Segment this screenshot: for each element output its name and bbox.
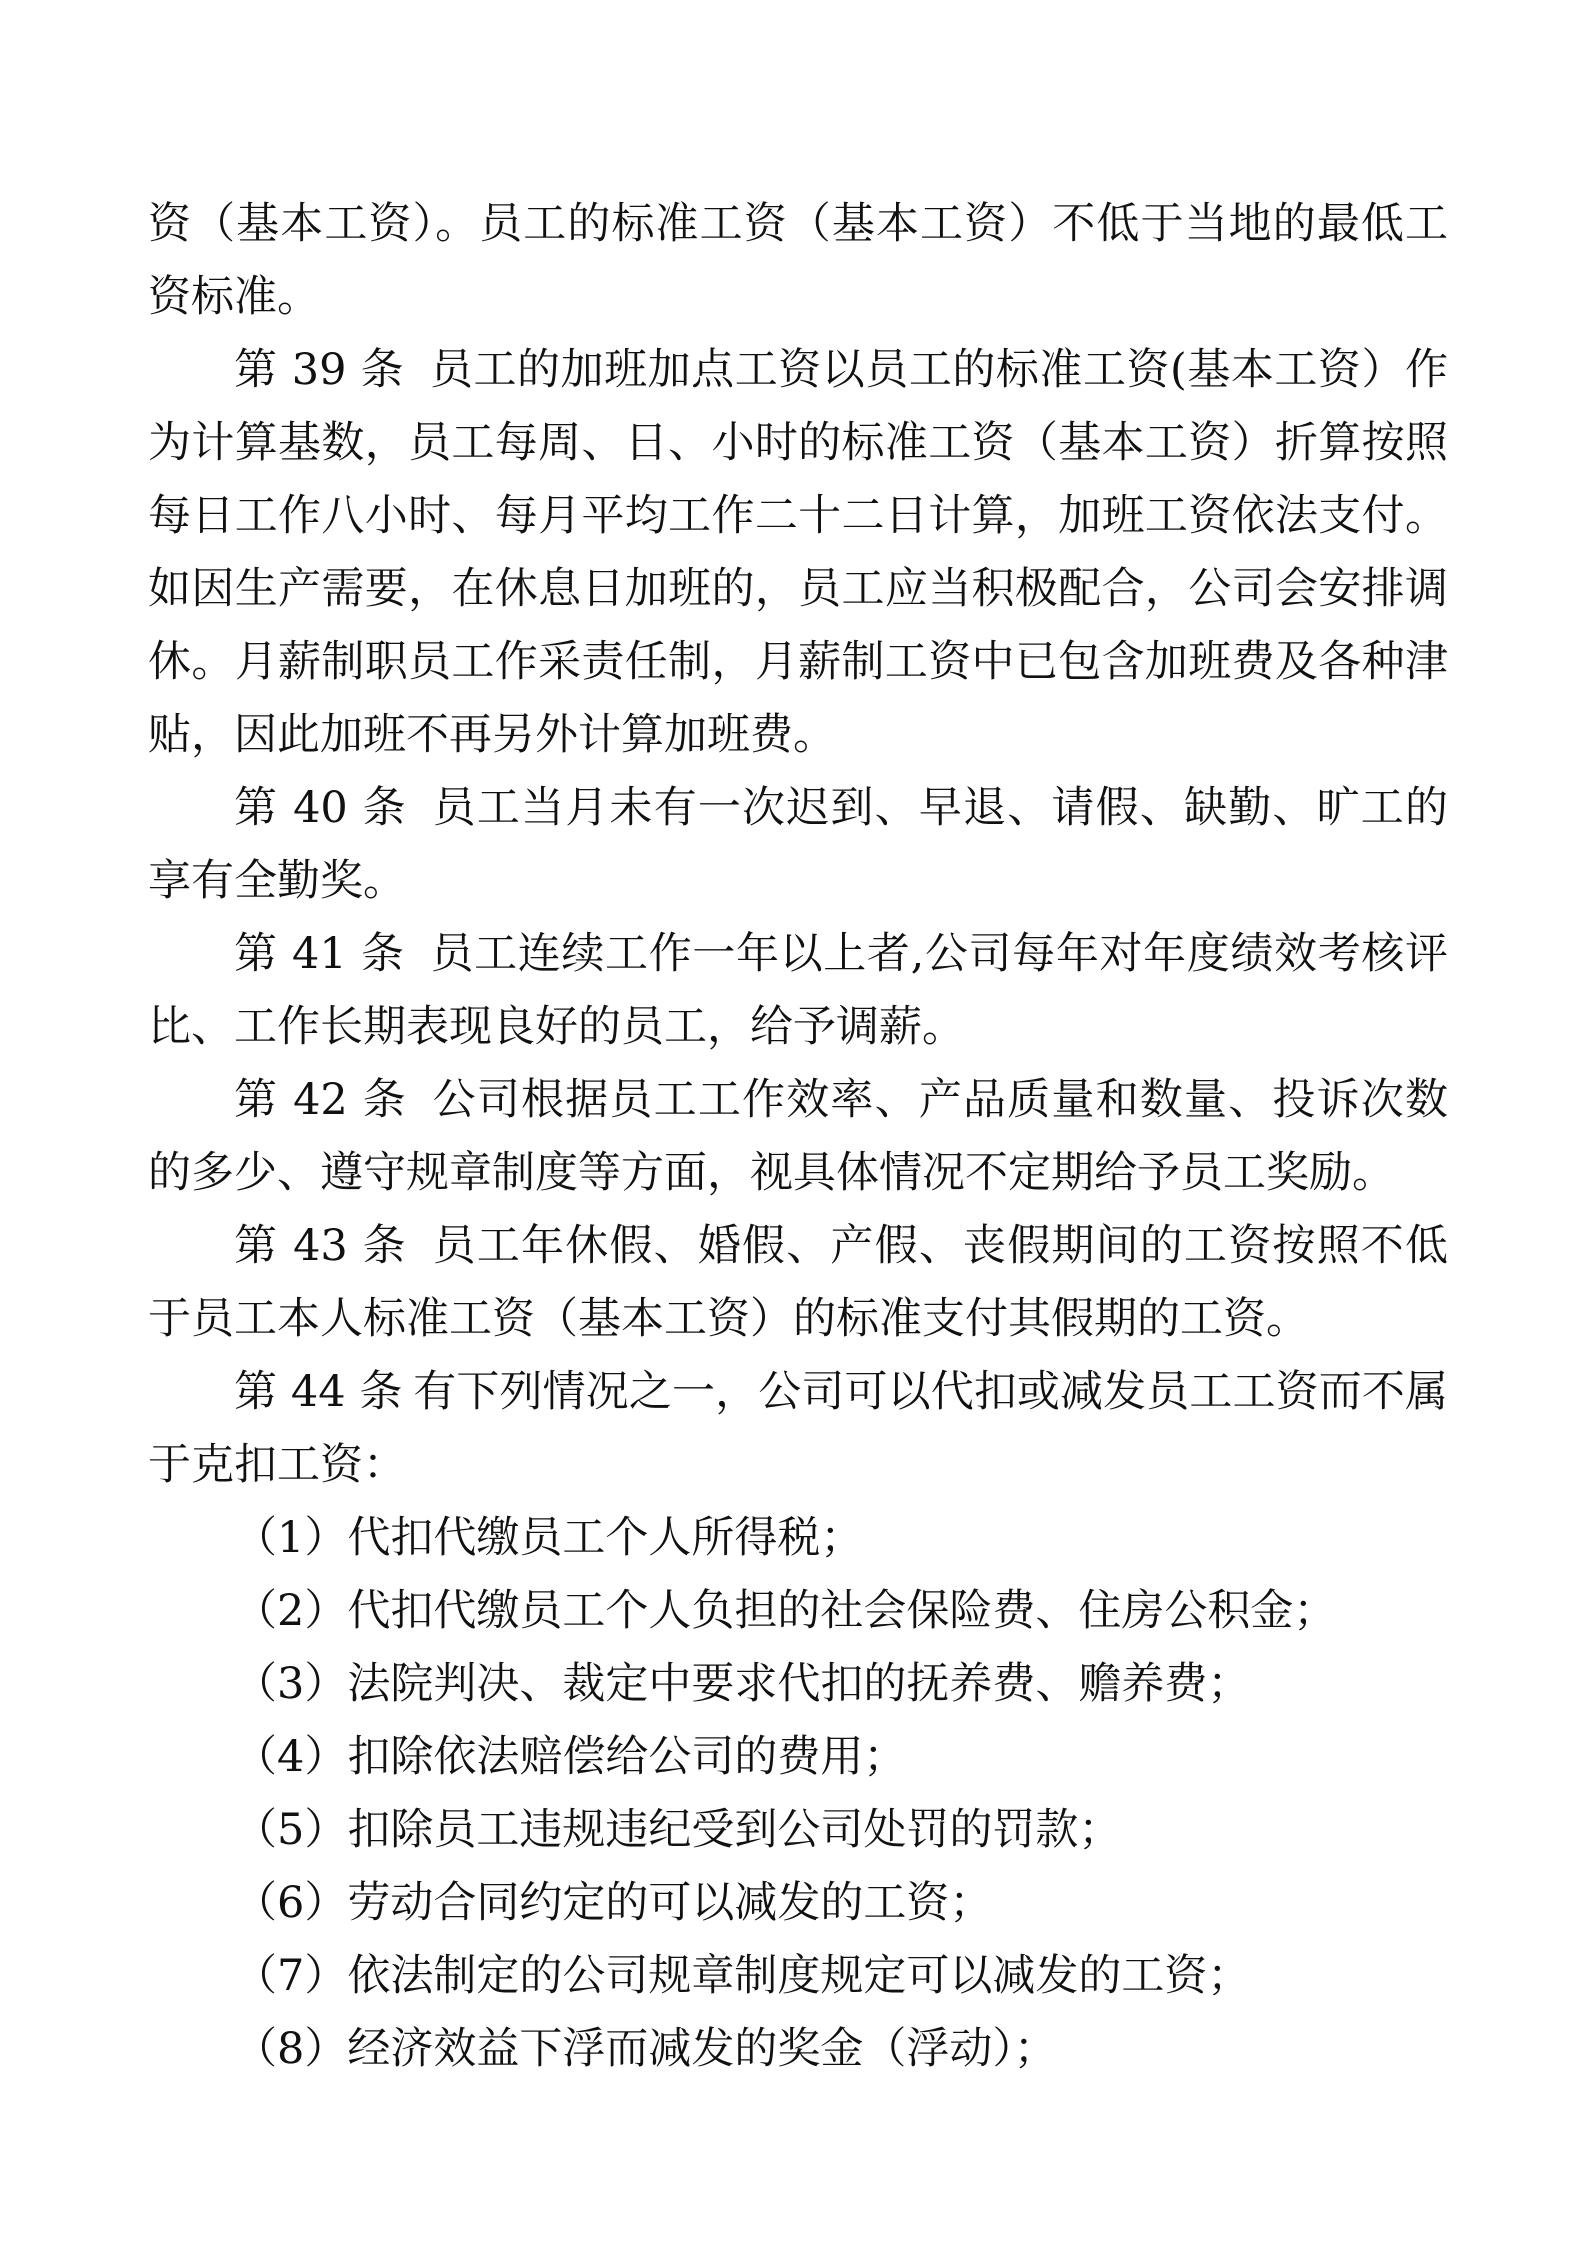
article-41 [148,918,1448,1064]
list-item: （2）代扣代缴员工个人负担的社会保险费、住房公积金； [234,1586,1337,1636]
article-text: 有下列情况之一，公司可以代扣或减发员工工资而不属于克扣工资： [148,1367,1448,1490]
article-number: 第 39 条 [234,345,405,395]
article-text: 员工当月未有一次迟到、早退、请假、缺勤、旷工的享有全勤奖。 [148,783,1448,906]
list-item: （7）依法制定的公司规章制度规定可以减发的工资； [234,1951,1251,2001]
article-text: 公司根据员工工作效率、产品质量和数量、投诉次数的多少、遵守规章制度等方面，视具体情况不定期给予员工奖励。 [148,1075,1448,1198]
intro-paragraph: 资（基本工资）。员工的标准工资（基本工资）不低于当地的最低工资标准。 [148,199,1448,322]
list-item: （8）经济效益下浮而减发的奖金（浮动）； [234,2024,1057,2074]
list-item: （5）扣除员工违规违纪受到公司处罚的罚款； [234,1805,1122,1855]
article-text: 员工年休假、婚假、产假、丧假期间的工资按照不低于员工本人标准工资（基本工资）的标准支付其假期的工资。 [148,1221,1448,1344]
article-43 [148,1210,1448,1356]
list-item: （4）扣除依法赔偿给公司的费用； [234,1732,907,1782]
article-number: 第 41 条 [234,929,405,979]
list-item: （3）法院判决、裁定中要求代扣的抚养费、赡养费； [234,1659,1251,1709]
article-number: 第 42 条 [234,1075,407,1125]
article-42 [148,1064,1448,1210]
article-39 [148,334,1448,772]
article-text: 员工连续工作一年以上者,公司每年对年度绩效考核评比、工作长期表现良好的员工，给予调薪。 [148,929,1449,1052]
article-number: 第 44 条 [234,1367,403,1417]
article-number: 第 43 条 [234,1221,407,1271]
document-page [148,188,1448,2086]
article-40 [148,772,1448,918]
article-text: 员工的加班加点工资以员工的标准工资(基本工资）作为计算基数，员工每周、日、小时的标准工资（基本工资）折算按照每日工作八小时、每月平均工作二十二日计算，加班工资依法支付。如因生产需要，在休息日加班的，员工应当积极配合，公司会安排调休。月薪制职员工作采责任制，月薪制工资中已包含加班费及各种津贴，因此加班不再另外计算加班费。 [148,345,1448,760]
article-number: 第 40 条 [234,783,407,833]
list-item: （1）代扣代缴员工个人所得税； [234,1513,864,1563]
list-item: （6）劳动合同约定的可以减发的工资； [234,1878,993,1928]
article-44 [148,1356,1448,1502]
